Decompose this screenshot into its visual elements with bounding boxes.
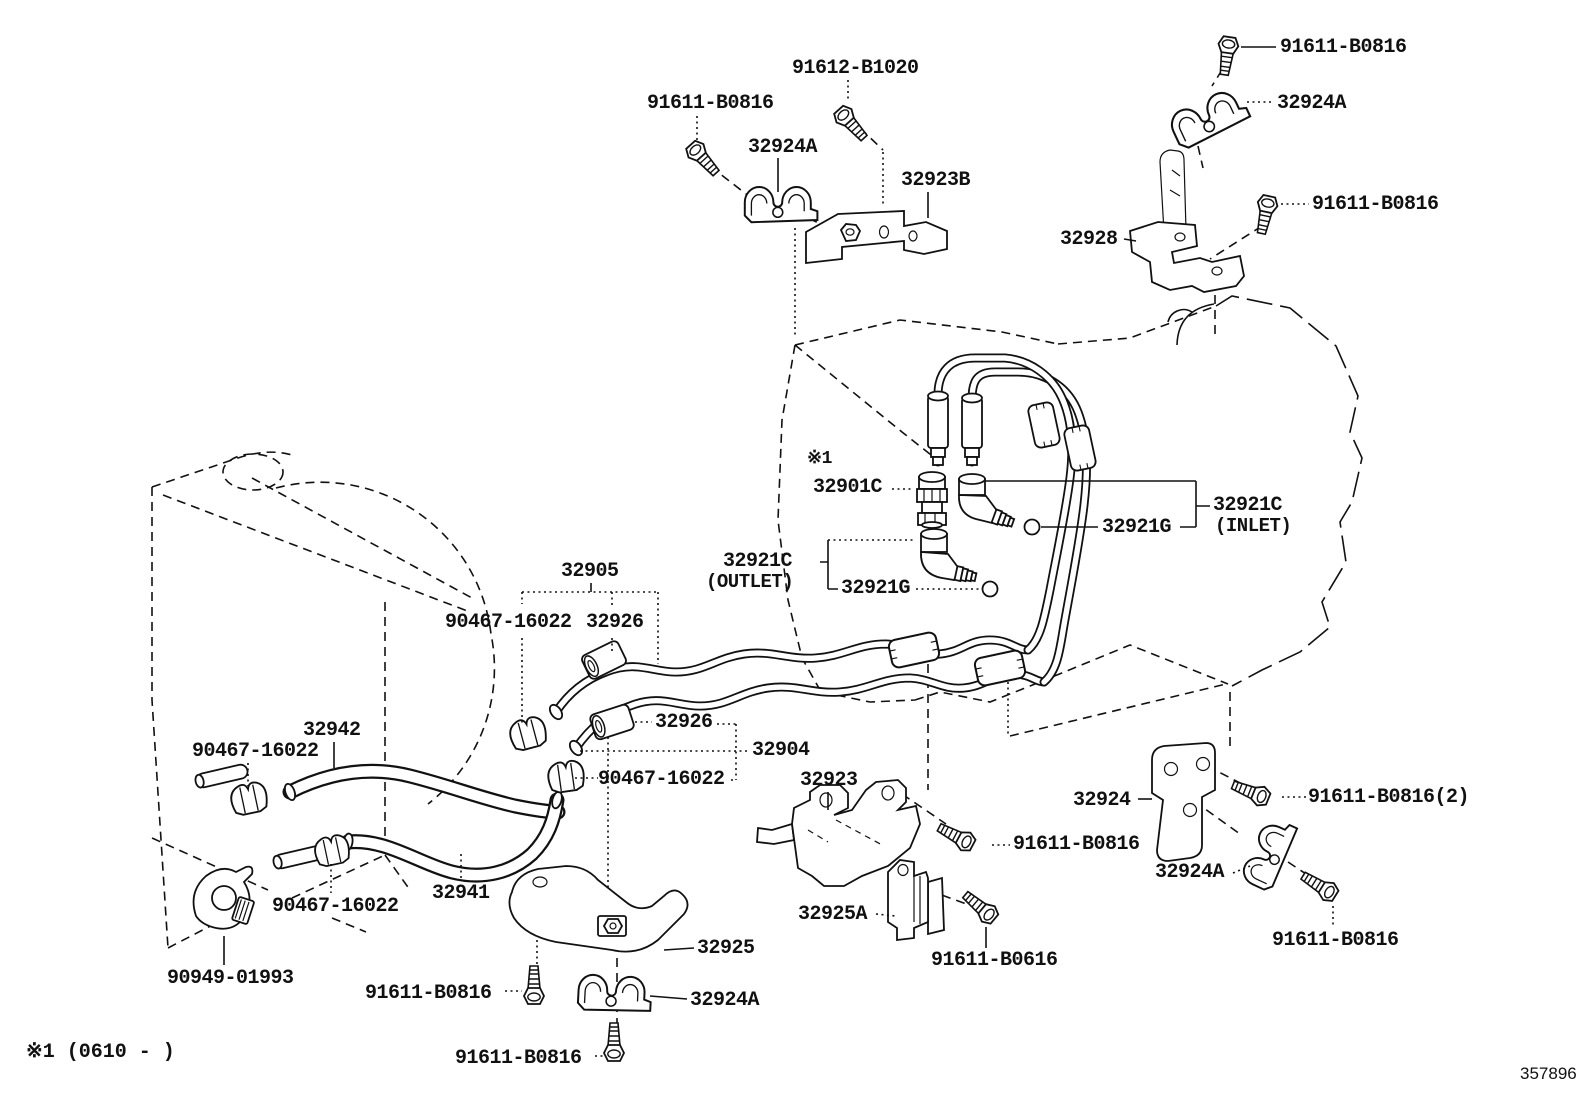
leader-lines bbox=[224, 47, 1333, 1056]
part-label-32924a-37: 32924A bbox=[1155, 861, 1225, 884]
bracket-32924 bbox=[1152, 743, 1215, 861]
part-label-32926-19: 32926 bbox=[655, 711, 713, 734]
part-label-32924-35: 32924 bbox=[1073, 789, 1131, 812]
part-label-32921g-12: 32921G bbox=[1102, 516, 1172, 539]
bracket-32925 bbox=[509, 866, 687, 952]
part-label-outlet-14: (OUTLET) bbox=[706, 571, 794, 593]
part-label-91611b0616-33: 91611-B0616 bbox=[931, 949, 1058, 972]
union-fitting-32901C bbox=[917, 472, 947, 528]
bracket-32923B bbox=[806, 211, 947, 263]
part-label-32928-7: 32928 bbox=[1060, 228, 1118, 251]
part-label-32923-31: 32923 bbox=[800, 769, 858, 792]
oil-cooler-pipes bbox=[547, 358, 1086, 757]
part-label-32925a-32: 32925A bbox=[798, 903, 868, 926]
part-label-91611b0816-0: 91611-B0816 bbox=[1280, 36, 1407, 59]
part-label-32905-16: 32905 bbox=[561, 560, 619, 583]
footnote-text: ※1 (0610 - ) bbox=[26, 1041, 175, 1064]
elbow-fitting-outlet bbox=[921, 529, 977, 584]
part-label-inlet-11: (INLET) bbox=[1215, 515, 1292, 537]
part-label-91611b0816-30: 91611-B0816 bbox=[455, 1047, 582, 1070]
part-label-91611b0816-6: 91611-B0816 bbox=[1312, 193, 1439, 216]
part-label-9046716022-24: 90467-16022 bbox=[272, 895, 399, 918]
part-label-32921g-15: 32921G bbox=[841, 577, 911, 600]
part-label-32923b-5: 32923B bbox=[901, 169, 971, 192]
part-label-32901c-9: 32901C bbox=[813, 476, 883, 499]
part-label-91611b0816-3: 91611-B0816 bbox=[647, 92, 774, 115]
part-label-32921c-13: 32921C bbox=[723, 550, 793, 573]
drawing-number: 357896 bbox=[1520, 1064, 1577, 1083]
part-label-32926-18: 32926 bbox=[586, 611, 644, 634]
part-label-9046716022-21: 90467-16022 bbox=[598, 768, 725, 791]
part-label-91611b0816-34: 91611-B0816 bbox=[1013, 833, 1140, 856]
part-label-32924a-4: 32924A bbox=[748, 136, 818, 159]
part-label-91612b1020-2: 91612-B1020 bbox=[792, 57, 919, 80]
part-label-32904-20: 32904 bbox=[752, 739, 810, 762]
clamp-90949-01993 bbox=[194, 867, 255, 929]
part-label-9046716022-23: 90467-16022 bbox=[192, 740, 319, 763]
part-label-32941-26: 32941 bbox=[432, 882, 490, 905]
elbow-fitting-inlet bbox=[959, 474, 1015, 529]
part-label-1-8: ※1 bbox=[807, 449, 832, 469]
bracket-32925A bbox=[888, 860, 944, 940]
part-label-91611b08162-36: 91611-B0816(2) bbox=[1308, 786, 1470, 809]
part-label-9046716022-17: 90467-16022 bbox=[445, 611, 572, 634]
part-label-9094901993-25: 90949-01993 bbox=[167, 967, 294, 990]
pipe-connectors bbox=[928, 392, 982, 466]
part-label-32924a-28: 32924A bbox=[690, 989, 760, 1012]
part-label-91611b0816-38: 91611-B0816 bbox=[1272, 929, 1399, 952]
part-label-32921c-10: 32921C bbox=[1213, 494, 1283, 517]
part-label-32925-27: 32925 bbox=[697, 937, 755, 960]
part-label-91611b0816-29: 91611-B0816 bbox=[365, 982, 492, 1005]
bracket-32928 bbox=[1130, 150, 1244, 292]
part-label-32942-22: 32942 bbox=[303, 719, 361, 742]
part-label-32924a-1: 32924A bbox=[1277, 92, 1347, 115]
